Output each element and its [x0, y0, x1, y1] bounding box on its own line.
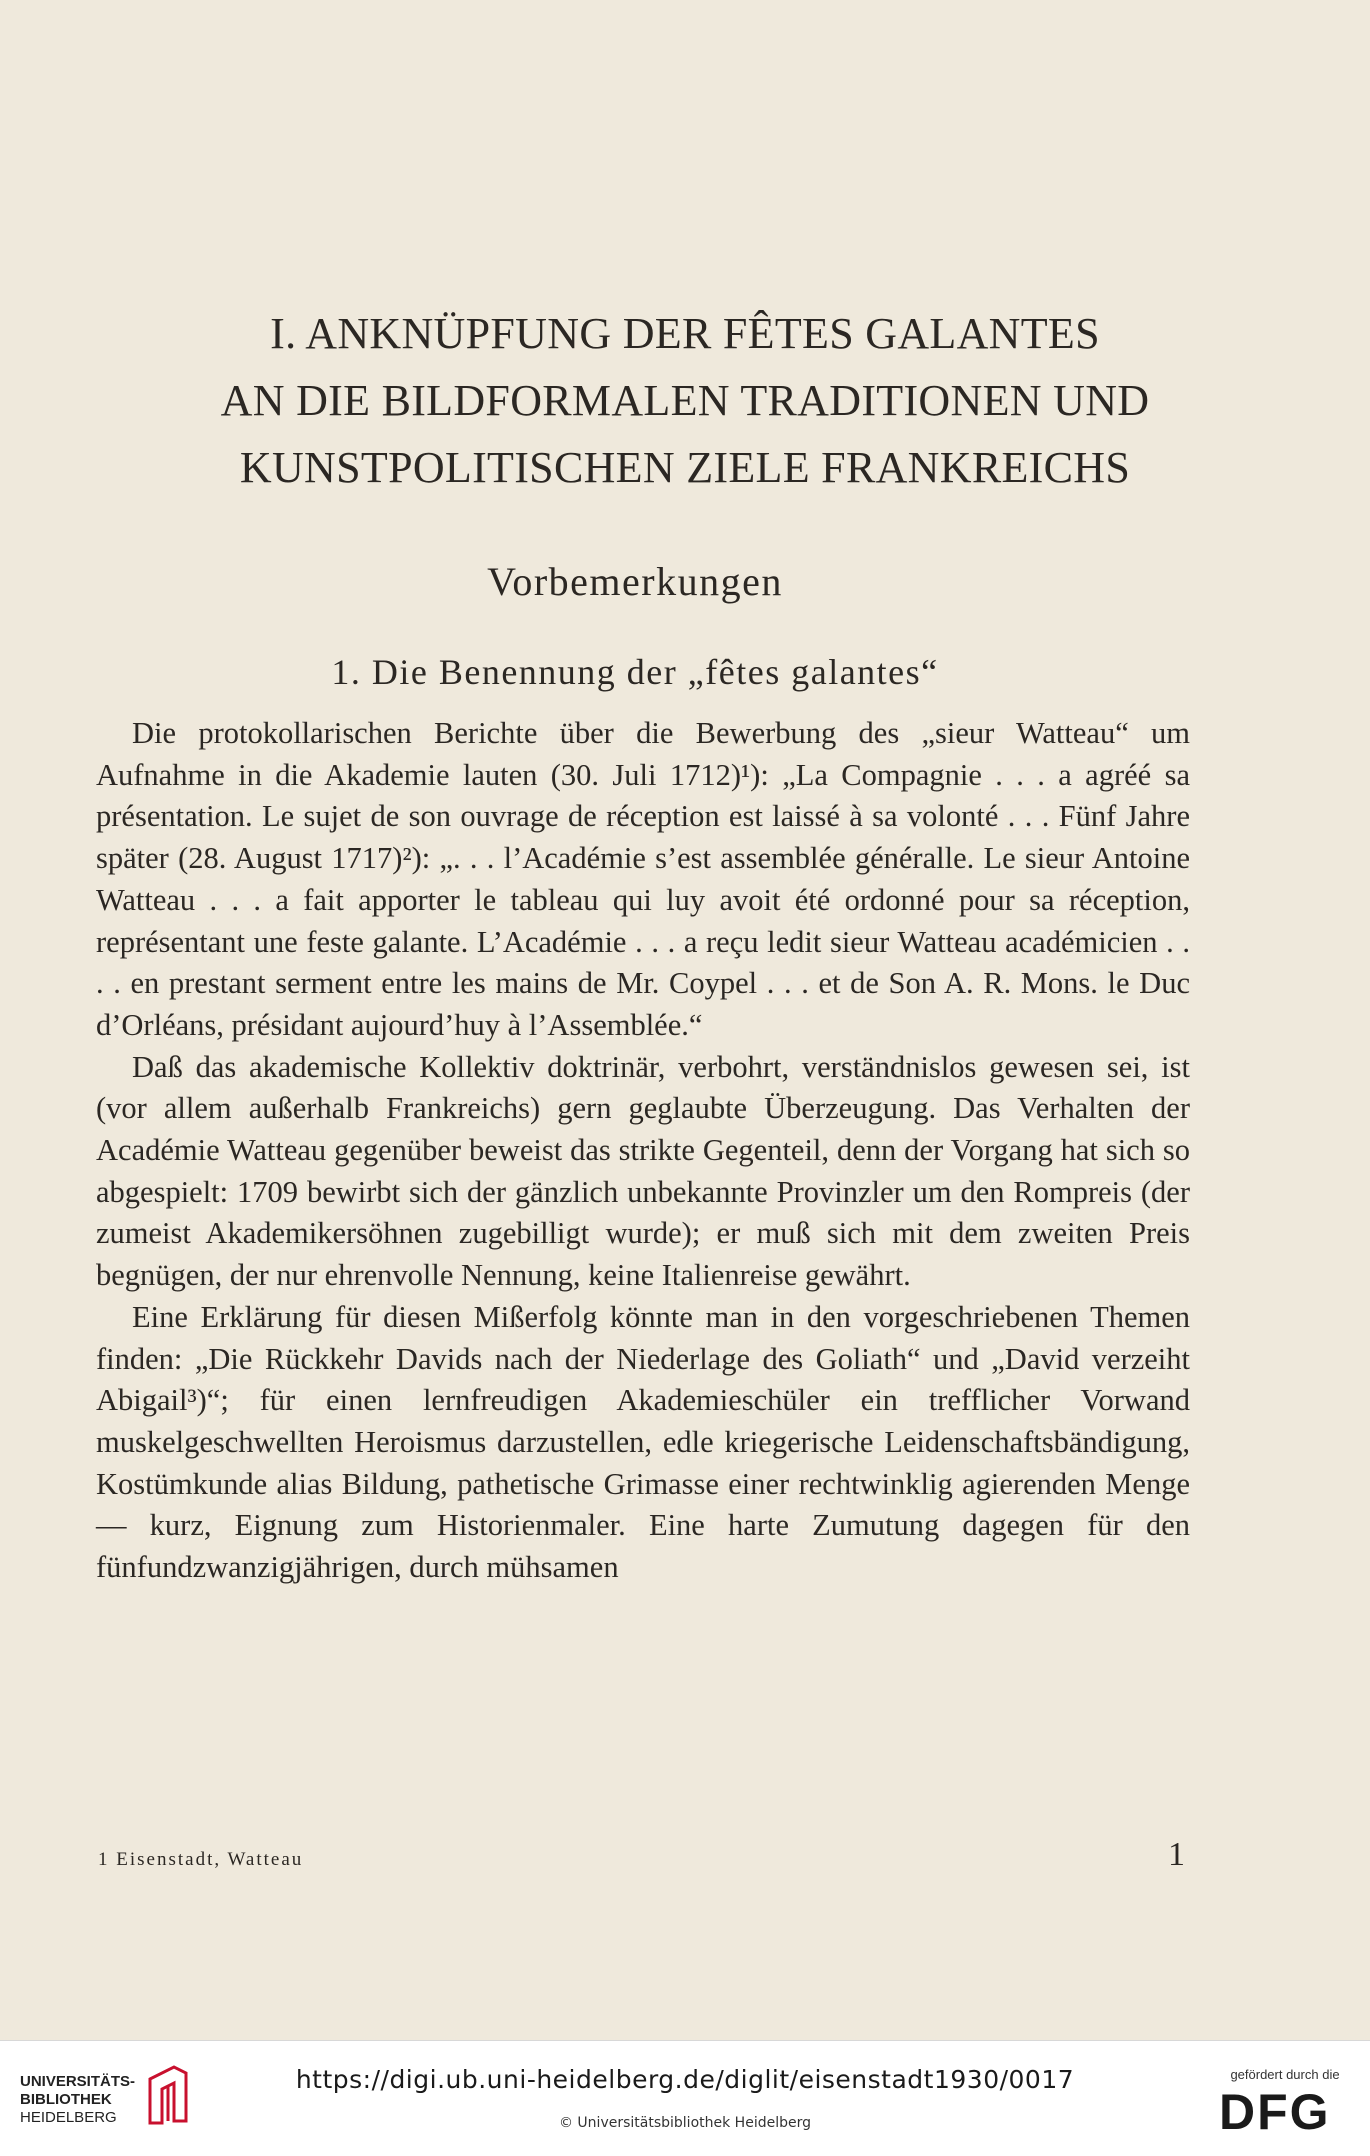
chapter-title-line: AN DIE BILDFORMALEN TRADITIONEN UND: [220, 376, 1150, 425]
subsection-title: 1. Die Benennung der „fêtes galantes“: [331, 652, 939, 692]
paragraph: Eine Erklärung für diesen Mißerfolg könnte man in den vorgeschriebenen Themen finden: „Die Rückkehr Davids nach der Niederlage des Goliath“ und „David verzeiht Abigail³)“; für einen lernfreudigen Akademieschüler ein trefflicher Vorwand muskelgeschwellten Heroismus darzustellen, edle kriegerische Leidenschaftsbändigung, Kostümkunde alias Bildung, pathetische Grimasse einer rechtwinklig agierenden Menge — kurz, Eignung zum Historienmaler. Eine harte Zumutung dagegen für den fünfundzwanzigjährigen, durch mühsamen: [96, 1299, 1190, 1585]
chapter-title: [60, 300, 1310, 501]
copyright-notice: © Universitätsbibliothek Heidelberg: [558, 2115, 811, 2131]
paragraph: Daß das akademische Kollektiv doktrinär, verbohrt, verständnislos gewesen sei, ist (vor allem außerhalb Frankreichs) gern geglaubte Überzeugung. Das Verhalten der Académie Watteau gegenüber beweist das strikte Gegenteil, denn der Vorgang hat sich so abgespielt: 1709 bewirbt sich der gänzlich unbekannte Provinzler um den Rompreis (der zumeist Akademikersöhnen zugebilligt wurde); er muß sich mit dem zweiten Preis begnügen, der nur ehrenvolle Nennung, keine Italienreise gewährt.: [96, 1049, 1190, 1293]
section-title: Vorbemerkungen: [487, 559, 783, 604]
chapter-title-line: KUNSTPOLITISCHEN ZIELE FRANKREICHS: [239, 443, 1131, 492]
page-number: 1: [1168, 1836, 1185, 1873]
funder-name: DFG: [1219, 2084, 1331, 2140]
body-text: [96, 713, 1190, 1589]
library-name-line: BIBLIOTHEK: [20, 2091, 112, 2108]
paragraph: Die protokollarischen Berichte über die Bewerbung des „sieur Watteau“ um Aufnahme in die Akademie lauten (30. Juli 1712)¹): „La Compagnie . . . a agréé sa présentation. Le sujet de son ouvrage de réception est laissé à sa volonté . . . Fünf Jahre später (28. August 1717)²): „. . . l’Académie s’est assemblée généralle. Le sieur Antoine Watteau . . . a fait apporter le tableau qui luy avoit été ordonné pour sa réception, représentant une feste galante. L’Académie . . . a reçu ledit sieur Watteau académicien . . . . en prestant serment entre les mains de Mr. Coypel . . . et de Son A. R. Mons. le Duc d’Orléans, présidant aujourd’huy à l’Assemblée.“: [96, 716, 1190, 1042]
funder-logo[interactable]: [1215, 2067, 1355, 2147]
library-name-line: HEIDELBERG: [20, 2109, 117, 2126]
funder-caption: gefördert durch die: [1230, 2067, 1340, 2082]
printer-signature: 1 Eisenstadt, Watteau: [98, 1849, 304, 1870]
permalink-url[interactable]: https://digi.ub.uni-heidelberg.de/diglit/eisenstadt1930/0017: [295, 2065, 1075, 2094]
chapter-title-line: I. ANKNÜPFUNG DER FÊTES GALANTES: [270, 309, 1100, 358]
viewer-footer-bar: [0, 2040, 1370, 2156]
library-name-line: UNIVERSITÄTS-: [20, 2073, 136, 2090]
